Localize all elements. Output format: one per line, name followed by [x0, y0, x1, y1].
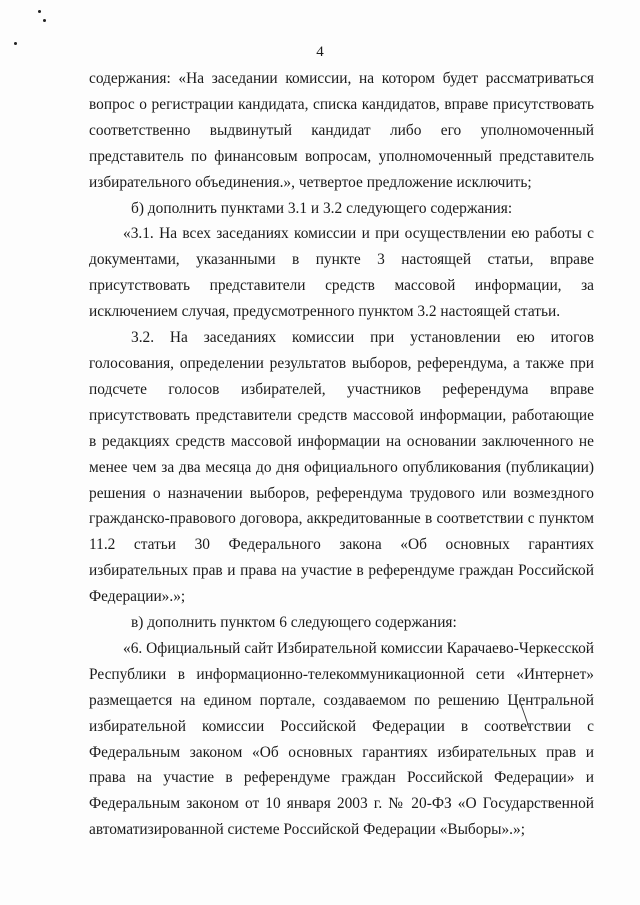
scan-artifact-dot: [43, 19, 46, 22]
paragraph-item-b: б) дополнить пунктами 3.1 и 3.2 следующего содержания:: [131, 199, 513, 217]
paragraph-continuation: содержания: «На заседании комиссии, на котором будет рассматриваться вопрос о регистрации кандидата, списка кандидатов, вправе присутствовать соответственно выдвинутый кандидат либо его уполномоченный представитель по финансовым вопросам, уполномоченный представитель избирательного объединения.», четвертое предложение исключить;: [89, 70, 594, 191]
paragraph-point-6: «6. Официальный сайт Избирательной комиссии Карачаево-Черкесской Республики в информационно-телекоммуникационной сети «Интернет» размещается на едином портале, создаваемом по решению Центральной избирательной комиссии Российской Федерации в соответствии с Федеральным законом «Об основных гарантиях избирательных прав и права на участие в референдуме граждан Российской Федерации» и Федеральным законом от 10 января 2003 г. № 20-ФЗ «О Государственной автоматизированной системе Российской Федерации «Выборы».»;: [89, 639, 594, 839]
scan-artifact-dot: [38, 10, 41, 13]
paragraph-point-3-2: 3.2. На заседаниях комиссии при установлении ею итогов голосования, определении результатов выборов, референдума, а также при подсчете голосов избирателей, участников референдума вправе присутствовать представители средств массовой информации, работающие в редакциях средств массовой информации на основании заключенного не менее чем за два месяца до дня официального опубликования (публикации) решения о назначении выборов, референдума трудового или возмездного гражданско-правового договора, аккредитованные в соответствии с пунктом 11.2 статьи 30 Федерального закона «Об основных гарантиях избирательных прав и права на участие в референдуме граждан Российской Федерации».»;: [89, 329, 594, 606]
pen-stroke-mark: [519, 700, 531, 730]
page-number: 4: [316, 44, 324, 60]
paragraph-item-v: в) дополнить пунктом 6 следующего содержания:: [131, 614, 457, 632]
paragraph-point-3-1: «3.1. На всех заседаниях комиссии и при осуществлении ею работы с документами, указанными в пункте 3 настоящей статьи, вправе присутствовать представители средств массовой информации, за исключением случая, предусмотренного пунктом 3.2 настоящей статьи.: [89, 225, 594, 321]
